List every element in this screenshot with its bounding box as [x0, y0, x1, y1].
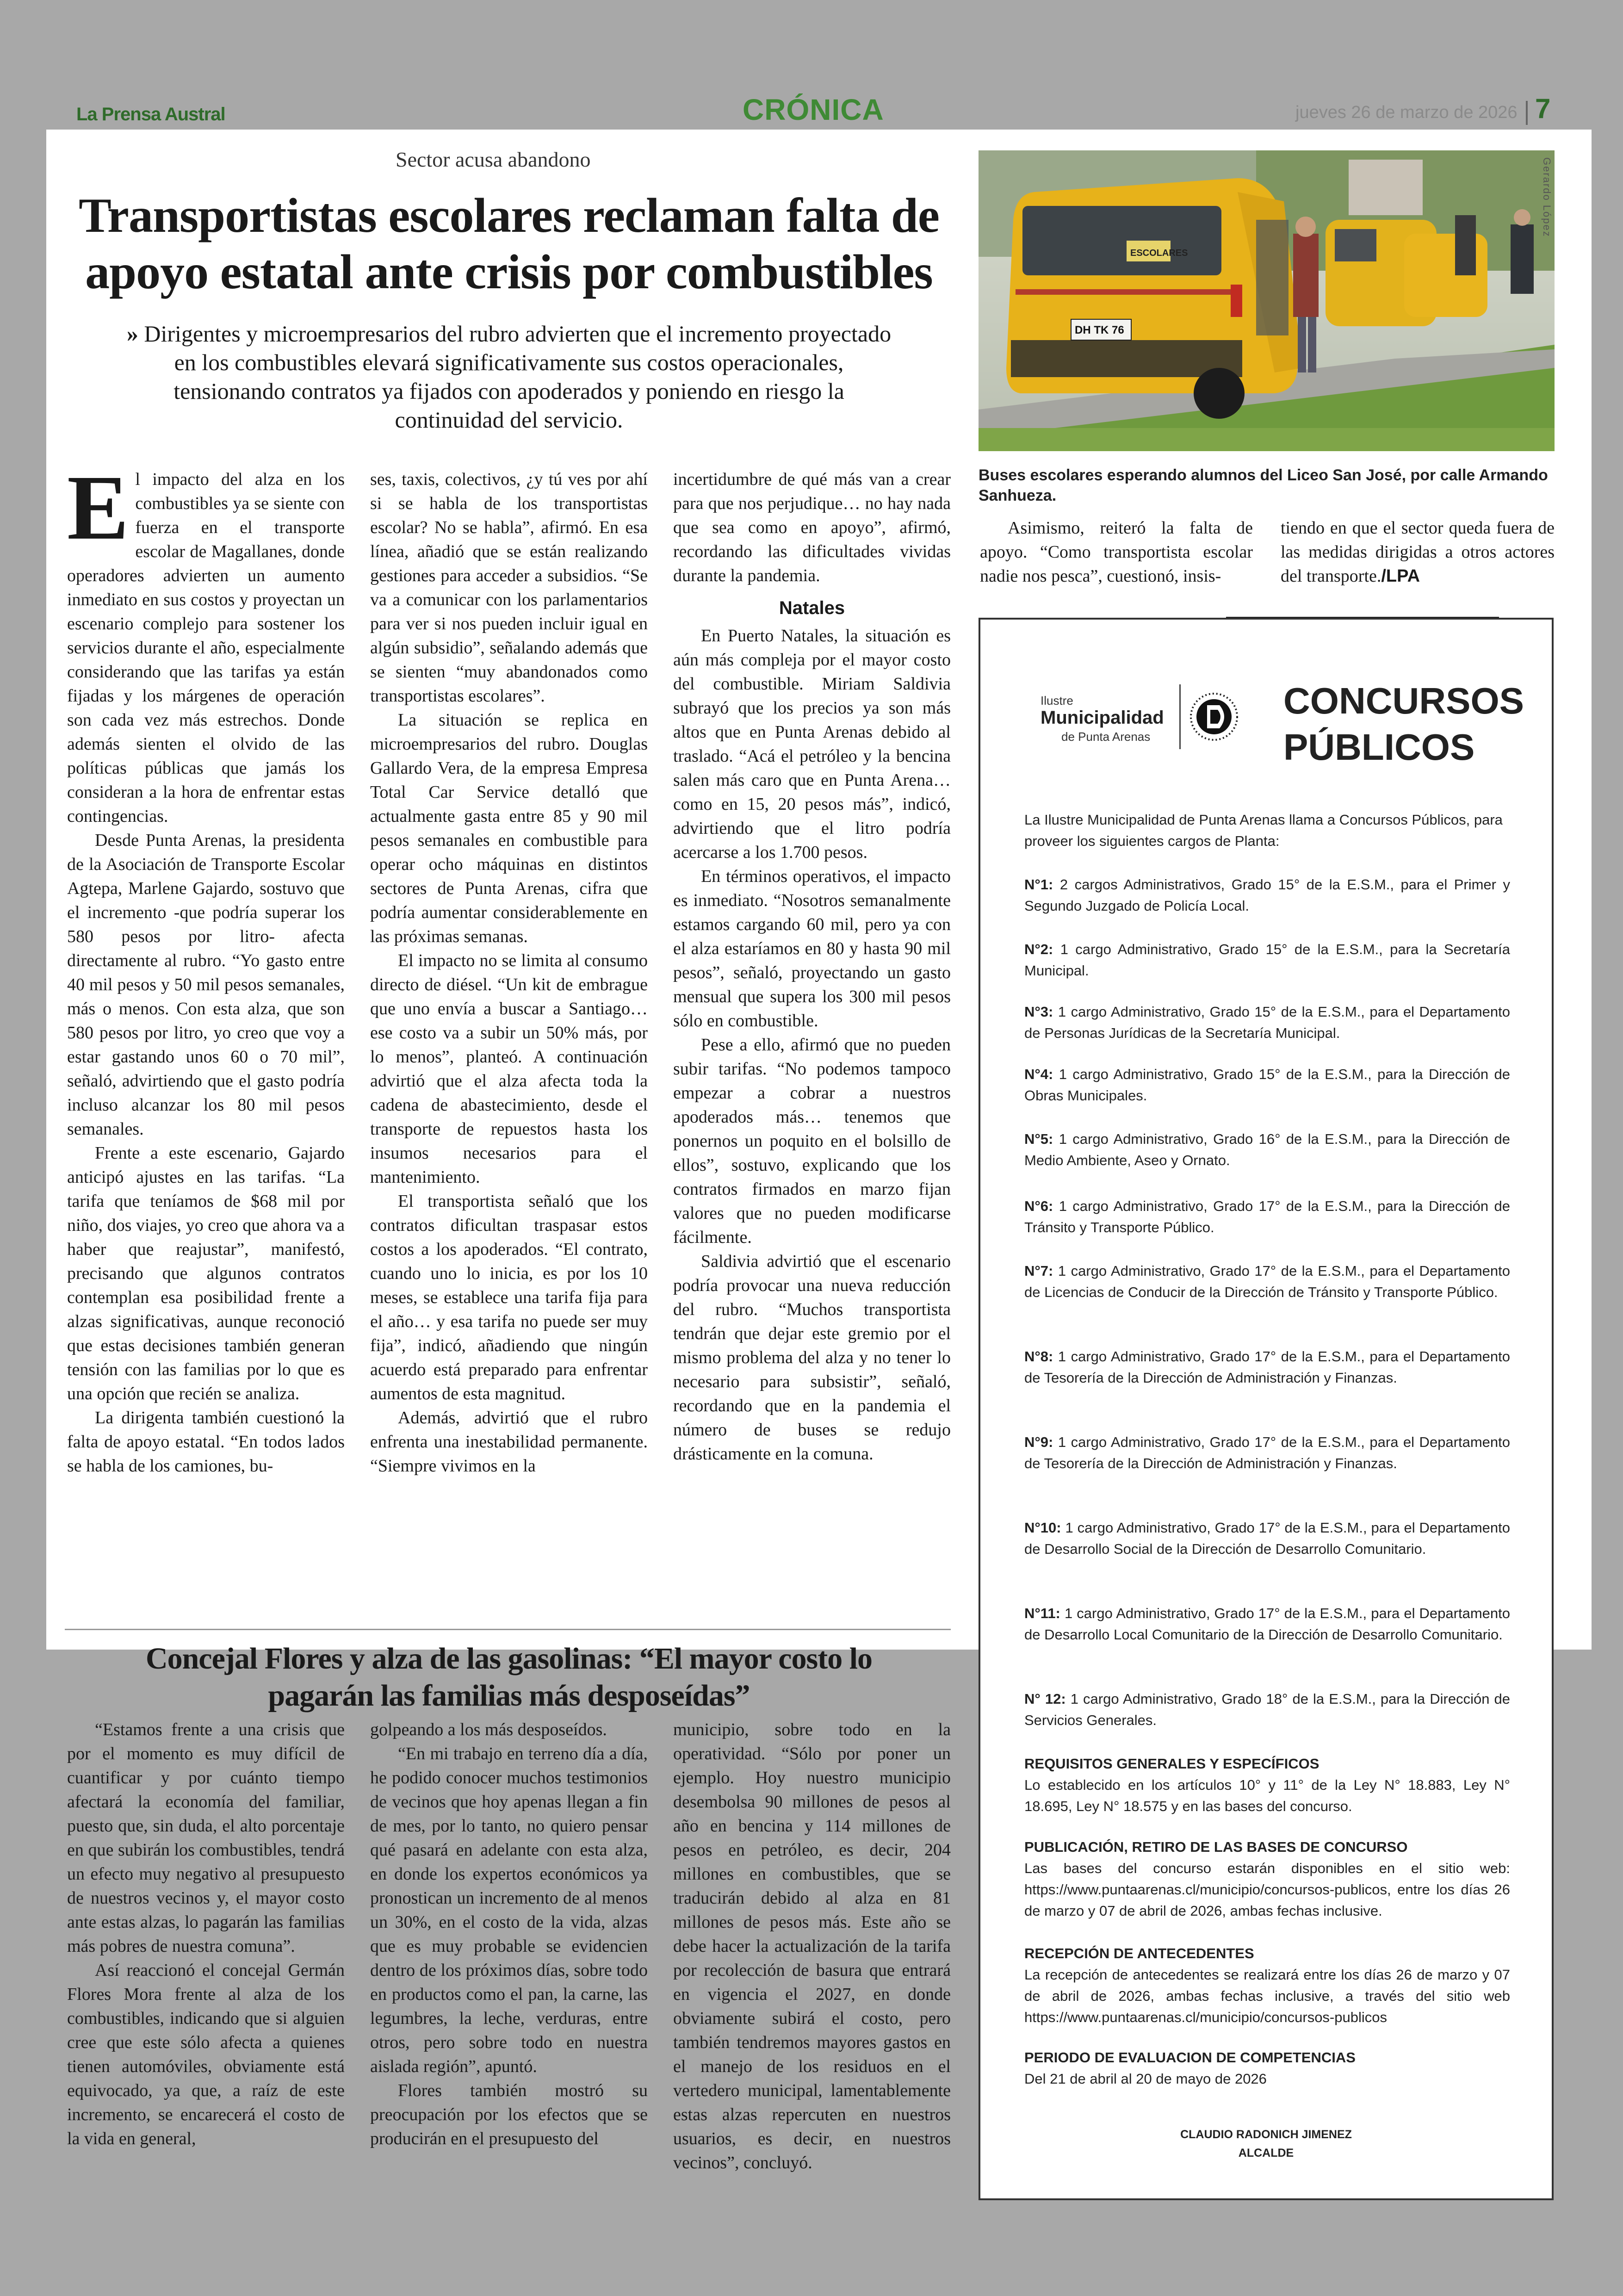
- lead-paragraph: [125, 319, 893, 434]
- subheading-natales: Natales: [779, 598, 845, 618]
- vacancy-item: N°7: 1 cargo Administrativo, Grado 17° de la E.S.M., para el Departamento de Licencias de Conducir de la Dirección de Tránsito y Transporte Público.: [1024, 1263, 1510, 1300]
- vacancy-item: N°10: 1 cargo Administrativo, Grado 17° de la E.S.M., para el Departamento de Desarrollo Social de la Dirección de Desarrollo Comunitario.: [1024, 1520, 1510, 1557]
- logo-small-text: Ilustre: [1041, 694, 1073, 707]
- issue-date: jueves 26 de marzo de 2026: [1295, 103, 1518, 122]
- vacancy-item: N°9: 1 cargo Administrativo, Grado 17° de la E.S.M., para el Departamento de Tesorería de la Dirección de Administración y Finanzas.: [1024, 1434, 1510, 1471]
- paragraph: municipio, sobre todo en la operatividad. “Sólo por poner un ejemplo. Hoy nuestro municipio desembolsa 90 millones de pesos al año en bencina y 114 millones de pesos en petróleo, es decir, 204 millones en combustibles, que se traducirán debido al alza en 81 millones de pesos más. Este año se debe hacer la actualización de la tarifa por recolección de basura que entrará en vigencia el 2027, en donde obviamente subirá el costo, pero también tendremos mayores gastos en el manejo de los residuos en el vertedero municipal, lamentablemente estas alzas repercuten en nuestros usuarios, es decir, en nuestros vecinos”, concluyó.: [673, 1720, 951, 2172]
- vacancy-item: N°8: 1 cargo Administrativo, Grado 17° de la E.S.M., para el Departamento de Tesorería de la Dirección de Administración y Finanzas.: [1024, 1348, 1510, 1386]
- article-column-4: [980, 516, 1253, 588]
- paragraph: Desde Punta Arenas, la presidenta de la Asociación de Transporte Escolar Agtepa, Marlene Gajardo, sostuvo que el incremento -que podría superar los 580 pesos por litro- afecta directamente al rubro. “Yo gasto entre 40 mil pesos y 50 mil pesos semanales, más o menos. Con esta alza, que son 580 pesos por litro, yo creo que voy a estar gastando unos 60 o 70 mil”, señaló, advirtiendo que el gasto podría incluso alcanzar los 80 mil pesos semanales.: [67, 831, 345, 1139]
- article2-column-3: [673, 1718, 951, 2175]
- paragraph: La situación se replica en microempresarios del rubro. Douglas Gallardo Vera, de la empresa Empresa Total Car Service detalló que actualmente gasta entre 85 y 90 mil pesos semanales en combustible para operar ocho máquinas en distintos sectores de Punta Arenas, cifra que podría aumentar considerablemente en las próximas semanas.: [370, 710, 648, 946]
- dropcap: E: [67, 457, 129, 559]
- article2-column-1: [67, 1718, 345, 2151]
- paragraph: Asimismo, reiteró la falta de apoyo. “Como transportista escolar nadie nos pesca”, cuestionó, insis-: [980, 518, 1253, 586]
- vacancy-item: N°4: 1 cargo Administrativo, Grado 15° de la E.S.M., para la Dirección de Obras Municipales.: [1024, 1066, 1510, 1104]
- bus-sign: ESCOLARES: [1130, 248, 1188, 258]
- vacancy-item: N°11: 1 cargo Administrativo, Grado 17° de la E.S.M., para el Departamento de Desarrollo Local Comunitario de la Dirección de Desarrollo Comunitario.: [1024, 1605, 1510, 1643]
- paragraph: Además, advirtió que el rubro enfrenta una inestabilidad permanente. “Siempre vivimos en la: [370, 1408, 648, 1476]
- license-plate: DH TK 76: [1075, 324, 1124, 336]
- article-column-3: [673, 467, 951, 1466]
- paragraph: Pese a ello, afirmó que no pueden subir tarifas. “No podemos tampoco empezar a cobrar a nuestros apoderados más… tenemos que ponernos un poquito en el bolsillo de ellos”, sostuvo, explicando que los contratos firmados en marzo fijan valores que no pueden modificarse fácilmente.: [673, 1035, 951, 1247]
- article-column-2: [370, 467, 648, 1478]
- reception-section: RECEPCIÓN DE ANTECEDENTES La recepción de antecedentes se realizará entre los días 26 de marzo y 07 de abril de 2026, ambas fechas inclusive, a través del sitio web https://www.puntaarenas.cl/municipio/concursos-publicos: [1024, 1945, 1510, 2025]
- article-column-5: [1281, 516, 1555, 588]
- paragraph: Flores también mostró su preocupación por los efectos que se producirán en el presupuesto del: [370, 2081, 648, 2148]
- paragraph: El transportista señaló que los contratos dificultan traspasar estos costos a los apoderados. “El contrato, cuando uno lo inicia, es por los 10 meses, se establece una tarifa fija para el año… y esa tarifa no puede ser muy fija”, indicó, añadiendo que ningún acuerdo está preparado para enfrentar aumentos de esta magnitud.: [370, 1191, 648, 1403]
- paragraph: Frente a este escenario, Gajardo anticipó ajustes en las tarifas. “La tarifa que teníamos de $68 mil por niño, dos viajes, yo creo que ahora va a haber que reajustar”, manifestó, precisando que algunos contratos contemplan esa posibilidad frente a alzas significativas, aunque reconoció que estas decisiones también generan tensión con las familias por lo que es una opción que recién se analiza.: [67, 1143, 345, 1403]
- paragraph: golpeando a los más desposeídos.: [370, 1720, 607, 1739]
- paragraph: ses, taxis, colectivos, ¿y tú ves por ahí si se habla de los transportistas escolar? No se habla”, afirmó. En esa línea, añadió que se están realizando gestiones para acceder a subsidios. “Se va a comunicar con los parlamentarios para ver si nos pueden incluir igual en algún subsidio”, señalando además que se sienten “muy abandonados como transportistas escolares”.: [370, 470, 648, 706]
- paragraph: La dirigenta también cuestionó la falta de apoyo estatal. “En todos lados se habla de los camiones, bu-: [67, 1408, 345, 1476]
- paragraph: “Estamos frente a una crisis que por el momento es muy difícil de cuantificar y por cuánto tiempo afectará la economía del familiar, puesto que, sin duda, el alto porcentaje en que subirán los combustibles, tendrá un efecto muy negativo al presupuesto de nuestros vecinos y, el mayor costo ante estas alzas, lo pagarán las familias más pobres de nuestra comuna”.: [67, 1720, 345, 1956]
- article-column-1: [67, 457, 345, 1478]
- brand-logo: La Prensa Austral: [76, 104, 225, 124]
- vacancy-item: N°3: 1 cargo Administrativo, Grado 15° de la E.S.M., para el Departamento de Personas Jurídicas de la Secretaría Municipal.: [1024, 1004, 1510, 1041]
- vacancy-item: N°5: 1 cargo Administrativo, Grado 16° de la E.S.M., para la Dirección de Medio Ambiente, Aseo y Ornato.: [1024, 1131, 1510, 1168]
- paragraph: En términos operativos, el impacto es inmediato. “Nosotros semanalmente estamos cargando 60 mil, pero ya con el alza estaríamos en 80 y hasta 90 mil pesos”, señaló, proyectando un gasto mensual que supera los 300 mil pesos sólo en combustible.: [673, 867, 951, 1030]
- vacancy-item: N°6: 1 cargo Administrativo, Grado 17° de la E.S.M., para la Dirección de Tránsito y Transporte Público.: [1024, 1198, 1510, 1235]
- vacancy-item: N°2: 1 cargo Administrativo, Grado 15° de la E.S.M., para la Secretaría Municipal.: [1024, 941, 1510, 979]
- paragraph: El impacto no se limita al consumo directo de diésel. “Un kit de embrague que uno envía a buscar a Santiago… ese costo va a subir un 50% más, por lo menos”, planteó. A continuación advirtió que el alza afecta toda la cadena de abastecimiento, desde el transporte de repuestos hasta los insumos necesarios para el mantenimiento.: [370, 951, 648, 1187]
- article-divider: [65, 1629, 951, 1630]
- signer-name: CLAUDIO RADONICH JIMENEZ: [1180, 2128, 1352, 2141]
- publication-section: PUBLICACIÓN, RETIRO DE LAS BASES DE CONCURSO Las bases del concurso estarán disponibles en el sitio web: https://www.puntaarenas.cl/municipio/concursos-publicos, entre los días 26 de marzo y 07 de abril de 2026, ambas fechas inclusive.: [1024, 1839, 1510, 1919]
- ad-intro: La Ilustre Municipalidad de Punta Arenas llama a Concursos Públicos, para proveer los siguientes cargos de Planta:: [1024, 812, 1503, 849]
- section-title: CRÓNICA: [743, 93, 884, 126]
- municipal-ad: [979, 618, 1554, 2200]
- paragraph: l impacto del alza en los combustibles ya se siente con fuerza en el transporte escolar de Magallanes, donde operadores advierten un aumento inmediato en sus costos y proyectan un escenario complejo para sostener los servicios durante el año, especialmente considerando que las tarifas ya están fijadas y los márgenes de operación son cada vez más estrechos. Donde además sienten el olvido de las políticas públicas que jamás los consideran a la hora de enfrentar estas contingencias.: [67, 470, 345, 826]
- photo-caption: Buses escolares esperando alumnos del Liceo San José, por calle Armando Sanhueza.: [979, 466, 1548, 504]
- kicker: Sector acusa abandono: [396, 148, 591, 171]
- article2-column-2: [370, 1718, 648, 2151]
- headline-secondary: Concejal Flores y alza de las gasolinas: “El mayor costo lo pagarán las familias más desposeídas”: [145, 1642, 873, 1713]
- chevron-right-icon: »: [126, 321, 144, 347]
- headline: Transportistas escolares reclaman falta de apoyo estatal ante crisis por combustibles: [79, 188, 939, 299]
- paragraph: Saldivia advirtió que el escenario podría provocar una nueva reducción del rubro. “Muchos transportista tendrán que dejar este gremio por el mismo problema del alza y no tener lo necesario para subsistir”, señaló, recordando que en la pandemia el número de buses se redujo drásticamente en la comuna.: [673, 1252, 951, 1464]
- signer-title: ALCALDE: [1238, 2147, 1294, 2159]
- bus-photo: [979, 150, 1555, 451]
- logo-divider: [1179, 684, 1181, 749]
- ad-title-line-2: PÚBLICOS: [1283, 726, 1475, 768]
- paragraph: “En mi trabajo en terreno día a día, he podido conocer muchos testimonios de vecinos que hoy apenas llegan a fin de mes, por lo tanto, no quiero pensar qué pasará en adelante con esta alza, en donde los expertos económicos ya pronostican un incremento de al menos un 30%, en el costo de la vida, alzas que es muy probable se evidencien dentro de los próximos días, sobre todo en productos como el pan, la carne, las legumbres, la leche, verduras, entre otros, pero sobre todo en nuestra aislada región”, apuntó.: [370, 1744, 648, 2076]
- municipality-emblem-icon: [1186, 689, 1242, 745]
- page-number: 7: [1535, 93, 1551, 124]
- ad-title-line-1: CONCURSOS: [1283, 680, 1524, 721]
- vacancy-item: N° 12: 1 cargo Administrativo, Grado 18° de la E.S.M., para la Dirección de Servicios Generales.: [1024, 1691, 1510, 1728]
- vacancy-item: N°1: 2 cargos Administrativos, Grado 15° de la E.S.M., para el Primer y Segundo Juzgado de Policía Local.: [1024, 876, 1510, 914]
- paragraph: tiendo en que el sector queda fuera de las medidas dirigidas a otros actores del transporte./LPA: [1281, 518, 1555, 586]
- paragraph: En Puerto Natales, la situación es aún más compleja por el mayor costo del combustible. Miriam Saldivia subrayó que los precios ya son más altos que en Punta Arenas debido al traslado. “Acá el petróleo y la bencina salen más caro que en Punta Arena… como en 15, 20 pesos más”, indicó, advirtiendo que el litro podría acercarse a los 1.700 pesos.: [673, 626, 951, 862]
- logo-sub-text: de Punta Arenas: [1061, 730, 1151, 744]
- lead-text: Dirigentes y microempresarios del rubro advierten que el incremento proyectado en los combustibles elevará significativamente sus costos operacionales, tensionando contratos ya fijados con apoderados y poniendo en riesgo la continuidad del servicio.: [144, 321, 892, 433]
- photo-credit: Gerardo López: [1541, 157, 1553, 237]
- logo-main-text: Municipalidad: [1041, 707, 1164, 728]
- requirements-section: REQUISITOS GENERALES Y ESPECÍFICOS Lo establecido en los artículos 10° y 11° de la Ley N° 18.883, Ley N° 18.695, Ley N° 18.575 y en las bases del concurso.: [1024, 1756, 1510, 1814]
- paragraph: incertidumbre de qué más van a crear para que nos perjudique… no hay nada que sea como en apoyo”, afirmó, recordando las dificultades vividas durante la pandemia.: [673, 470, 951, 585]
- evaluation-section: PERIODO DE EVALUACION DE COMPETENCIAS Del 21 de abril al 20 de mayo de 2026: [1024, 2049, 1356, 2087]
- byline-signature: /LPA: [1381, 566, 1420, 586]
- date-divider: [1526, 101, 1528, 125]
- paragraph: Así reaccionó el concejal Germán Flores Mora frente al alza de los combustibles, indicando que si alguien cree que este sólo afecta a quienes tienen automóviles, obviamente está equivocado, ya que, a raíz de este incremento, se encarecerá el costo de la vida en general,: [67, 1961, 345, 2148]
